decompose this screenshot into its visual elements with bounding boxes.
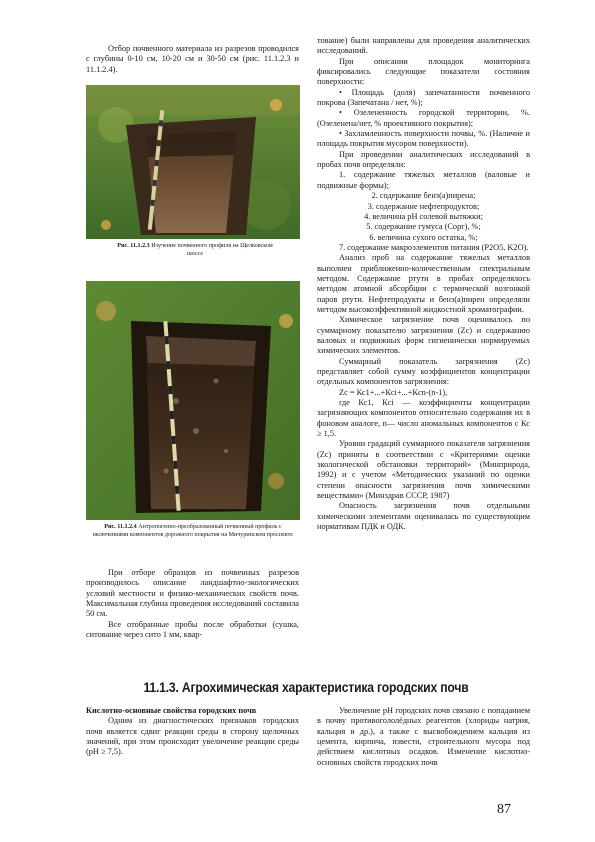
left-column-lower: [86, 568, 299, 640]
paragraph: При отборе образцов из почвенных разрезов производилось описание ландшафтно-экологических условий местности и физико-механических свойств почв. Максимальная глубина проведения исследований составила 50 см.: [86, 568, 299, 619]
paragraph: Анализ проб на содержание тяжелых металлов выполнен приближенно-количественным спектральным методом. Содержание ртути в пробах определялось методом атомной абсорбции с термической возгонкой паров ртути. Нефтепродукты и бенз(а)пирен определяли методом высокоэффективной жидкостной хроматографии.: [317, 253, 530, 314]
formula: Zс = Кс1+...+Кci+...+Кcn-(n-1),: [339, 387, 448, 397]
paragraph: При проведении аналитических исследований в пробах почв определяли:: [317, 149, 530, 170]
bullet-item: • Площадь (доля) запечатанности почвенного покрова (Запечатана / нет, %);: [317, 87, 530, 108]
right-column: [317, 36, 530, 533]
figure-caption-text-2: Антропогенно-преобразованный почвенный профиль с включениями компонентов дорожного покрытия на Мичуринском проспекте: [92, 524, 294, 538]
paragraph: Уровни градаций суммарного показателя загрязнения (Zс) приняты в соответствии с «Критериями оценки экологической обстановки территорий» (Минприрода, 1992) и с учетом «Методических указаний по оценки степени опасности загрязнения почв химическими веществами» (Минздрав СССР, 1987): [317, 439, 530, 501]
list-item: 4. величина рН солевой вытяжки;: [364, 211, 483, 221]
paragraph: Увеличение рН городских почв связано с попаданием в почву противогололёдных реагентов (хлориды натрия, кальция и др.), а также с высвобождением кальция из цемента, кирпича, извести, строительного мусора под действием кислотных осадков. Изменение кислотно-основных свойств городских почв: [317, 706, 530, 767]
list-item: 6. величина сухого остатка, %;: [369, 232, 478, 242]
list-item: 1. содержание тяжелых металлов (валовые и подвижные формы);: [317, 170, 530, 190]
paragraph: Химическое загрязнение почв оценивалось по суммарному показателю загрязнения (Zс) и содержанию валовых и подвижных форм гигиенически нормируемых химических элементов.: [317, 315, 530, 356]
paragraph: Одним из диагностических признаков городских почв является сдвиг реакции среды в сторону щелочных значений, при этом происходит увеличение реакции среды (рН ≥ 7,5).: [86, 716, 299, 757]
figure-caption-1: [110, 243, 280, 258]
intro-paragraph: [86, 44, 299, 75]
soil-pit-photo-1: [86, 85, 300, 239]
list-item: 5. содержание гумуса (Сорг), %;: [366, 222, 481, 232]
bullet-item: • Захламленность поверхности почвы, %. (Наличие и площадь покрытия мусором поверхности).: [317, 129, 530, 149]
paragraph: тование) были направлены для проведения аналитических исследований.: [317, 36, 530, 56]
bottom-left-column: [86, 706, 299, 758]
paragraph: Суммарный показатель загрязнения (Zс) представляет собой сумму коэффициентов концентрации отдельных компонентов загрязнения:: [317, 356, 530, 387]
bottom-right-column: [317, 706, 530, 768]
figure-caption-text-1: Изучение почвенного профиля на Щелковском шоссе: [149, 243, 273, 257]
intro-text: Отбор почвенного материала из разрезов проводился с глубины 0-10 см, 10-20 см и 30-50 см (рис. 11.1.2.3 и 11.1.2.4).: [86, 44, 299, 74]
list-item: 2. содержание бенз(а)пирена;: [371, 191, 476, 201]
subsection-heading: Кислотно-основные свойства городских почв: [86, 706, 257, 715]
figure-number-1: Рис. 11.1.2.3: [117, 243, 150, 249]
paragraph: Опасность загрязнения почв отдельными химическими элементами оценивалась по существующим нормативам ПДК и ОДК.: [317, 501, 530, 532]
paragraph: где Кс1, Кci — коэффициенты концентрации загрязняющих компонентов относительно содержания их в фоновом аналоге, n— число аномальных компонентов с Кс ≥ 1,5.: [317, 398, 530, 439]
list-item: 7. содержание макроэлементов питания (P2O5, K2O).: [339, 242, 529, 252]
figure-caption-2: [86, 524, 300, 539]
list-item: 3. содержание нефтепродуктов;: [367, 201, 480, 211]
bullet-item: • Озелененность городской территории, %. (Озеленена/нет, % проективного покрытия);: [317, 108, 530, 128]
figure-number-2: Рис. 11.1.2.4: [104, 524, 137, 530]
paragraph: Все отобранные пробы после обработки (сушка, ситование через сито 1 мм, квар-: [86, 619, 299, 640]
section-heading: 11.1.3. Агрохимическая характеристика городских почв: [143, 680, 469, 695]
soil-pit-photo-2: [86, 281, 300, 520]
paragraph: При описании площадок мониторинга фиксировались следующие показатели состояния поверхности:: [317, 56, 530, 87]
page-number: 87: [497, 802, 511, 817]
